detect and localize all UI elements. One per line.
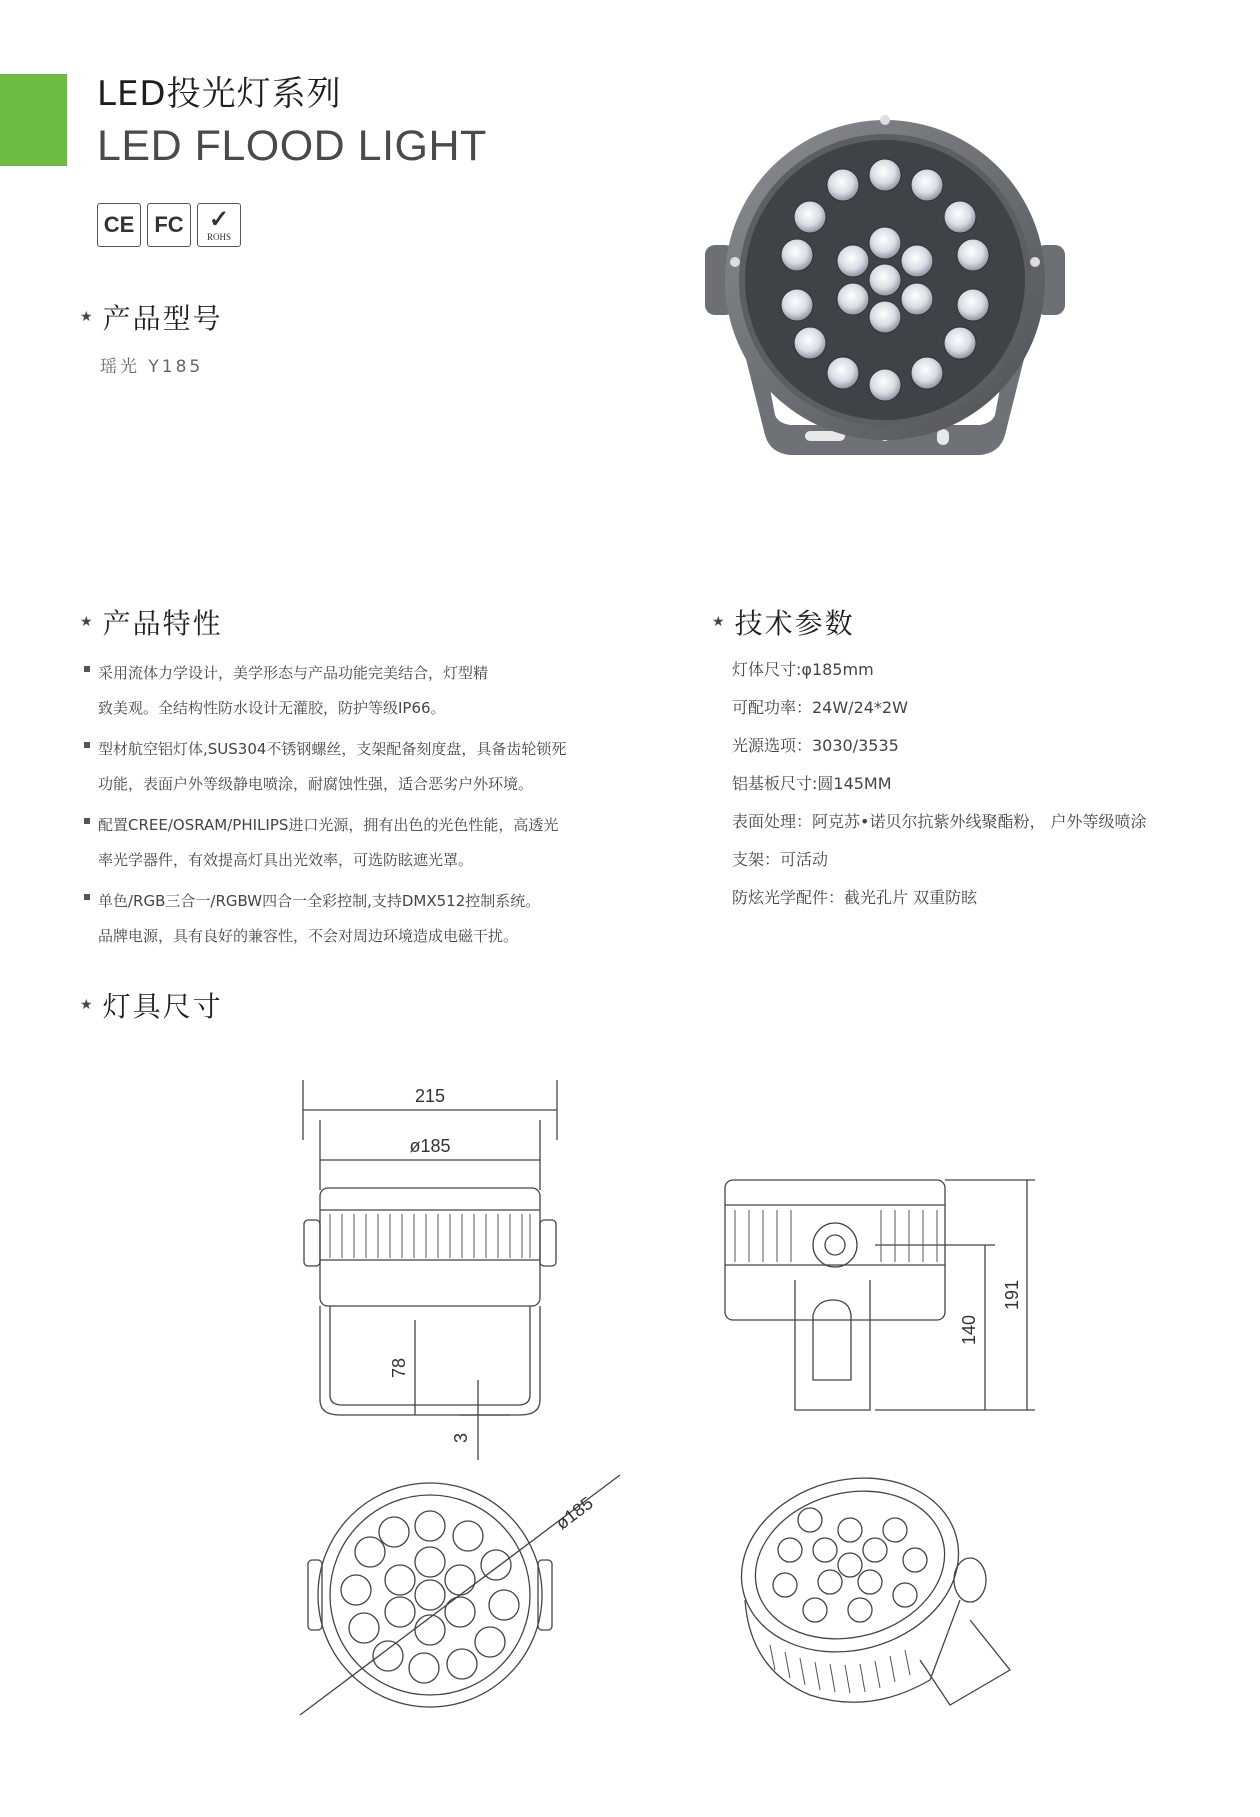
- dim-height-140: 140: [959, 1314, 979, 1346]
- feature-line: 功能，表面户外等级静电喷涂，耐腐蚀性强，适合恶劣户外环境。: [98, 775, 534, 793]
- dimensions-heading-text: 灯具尺寸: [102, 990, 223, 1023]
- perspective-drawing: [720, 1470, 1020, 1720]
- star-icon: ★: [80, 614, 95, 630]
- feature-item: [82, 732, 622, 802]
- feature-line: 采用流体力学设计，美学形态与产品功能完美结合，灯型精: [98, 664, 489, 682]
- dim-diameter: ø185: [409, 1136, 451, 1156]
- spec-item: 灯体尺寸:φ185mm: [732, 660, 874, 679]
- ce-label: CE: [103, 212, 135, 237]
- dim-diameter-front: ø185: [551, 1492, 597, 1534]
- front-elevation-drawing: [280, 1080, 600, 1480]
- star-icon: ★: [712, 614, 727, 630]
- feature-item: [82, 808, 622, 878]
- check-icon: ✓: [208, 207, 230, 233]
- certification-badges: [97, 203, 241, 247]
- dim-width-total: 215: [414, 1086, 446, 1106]
- model-heading: [80, 297, 223, 337]
- features-list: [82, 656, 622, 960]
- feature-line: 致美观。全结构性防水设计无灌胶，防护等级IP66。: [98, 699, 446, 717]
- fcc-label: FC: [154, 212, 184, 237]
- page-title-en: LED FLOOD LIGHT: [97, 122, 487, 170]
- feature-line: 型材航空铝灯体,SUS304不锈钢螺丝，支架配备刻度盘，具备齿轮锁死: [98, 740, 567, 758]
- accent-bar: [0, 74, 67, 166]
- spec-item: 光源选项：3030/3535: [732, 736, 899, 755]
- feature-line: 配置CREE/OSRAM/PHILIPS进口光源，拥有出色的光色性能，高透光: [98, 816, 559, 834]
- ce-badge: [97, 203, 141, 247]
- side-elevation-drawing: [705, 1170, 1045, 1430]
- feature-line: 率光学器件，有效提高灯具出光效率，可选防眩遮光罩。: [98, 851, 474, 869]
- features-heading-text: 产品特性: [102, 607, 223, 640]
- feature-line: 单色/RGB三合一/RGBW四合一全彩控制,支持DMX512控制系统。: [98, 892, 541, 910]
- page-title-cn: LED投光灯系列: [97, 74, 342, 114]
- specs-heading-text: 技术参数: [734, 607, 855, 640]
- spec-item: 防炫光学配件：截光孔片 双重防眩: [732, 888, 978, 907]
- star-icon: ★: [80, 309, 95, 325]
- model-number: 瑶光 Y185: [100, 357, 204, 377]
- dim-height-191: 191: [1002, 1279, 1022, 1311]
- spec-item: 可配功率：24W/24*2W: [732, 698, 908, 717]
- model-heading-text: 产品型号: [102, 302, 223, 335]
- feature-item: [82, 884, 622, 954]
- spec-item: 表面处理：阿克苏•诺贝尔抗紫外线聚酯粉， 户外等级喷涂: [732, 812, 1147, 831]
- rohs-badge: [197, 203, 241, 247]
- features-heading: [80, 602, 223, 642]
- rohs-label: ROHS: [206, 232, 231, 242]
- star-icon: ★: [80, 997, 95, 1013]
- product-photo: [705, 105, 1065, 465]
- dim-gap: 3: [451, 1432, 471, 1444]
- feature-line: 品牌电源，具有良好的兼容性，不会对周边环境造成电磁干扰。: [98, 927, 519, 945]
- dimensions-heading: [80, 985, 223, 1025]
- spec-item: 支架：可活动: [732, 850, 829, 869]
- spec-item: 铝基板尺寸:圆145MM: [732, 774, 892, 793]
- fcc-badge: [147, 203, 191, 247]
- dim-bracket-height: 78: [389, 1357, 409, 1379]
- specs-heading: [712, 602, 855, 642]
- specs-list: [732, 651, 1147, 917]
- feature-item: [82, 656, 622, 726]
- front-face-drawing: [290, 1470, 630, 1720]
